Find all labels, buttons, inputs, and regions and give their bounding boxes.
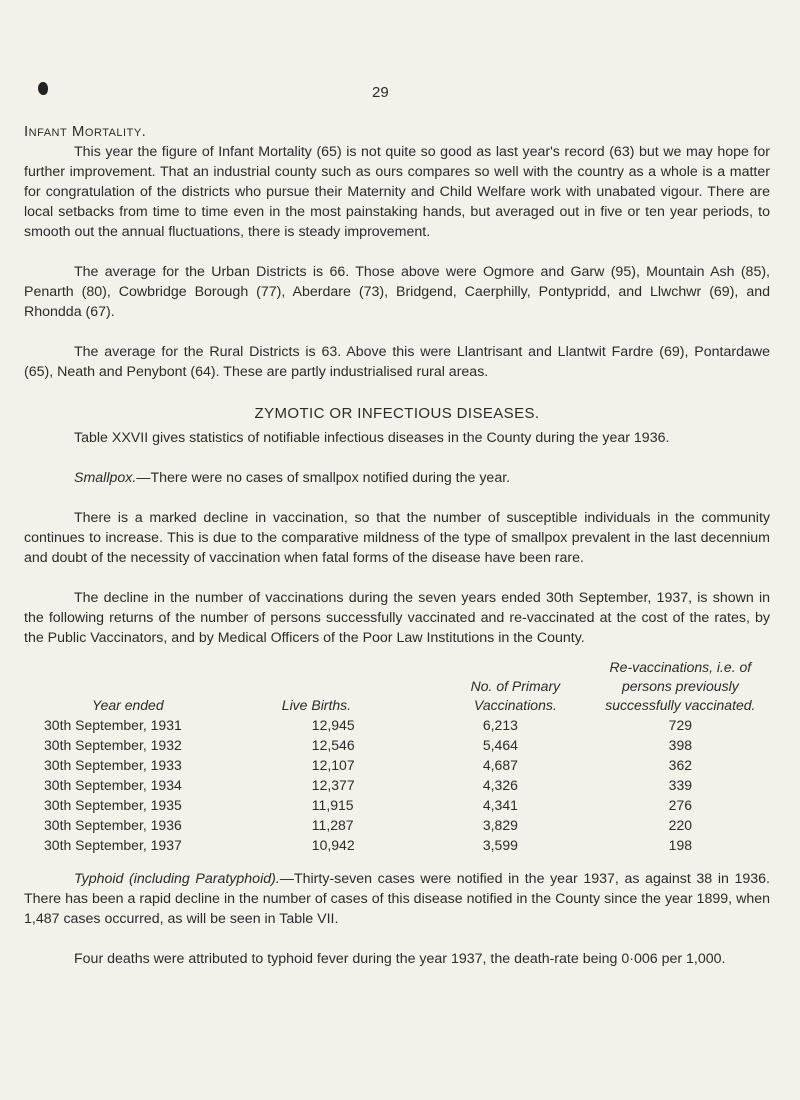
table-row (24, 735, 770, 755)
zymotic-paragraph-2: There is a marked decline in vaccination, so that the number of susceptible individuals in the community continues to increase. This is due to the comparative mildness of the type of smallpox prevalent in the last decennium and doubt of the necessity of vaccination when fatal forms of the disease have been rare. (24, 510, 770, 566)
header-year: Year ended (92, 697, 164, 713)
table-header-row (24, 658, 770, 715)
cell-births: 11,915 (311, 797, 354, 813)
cell-births: 12,546 (311, 737, 355, 753)
cell-year: 30th September, 1934 (44, 777, 182, 793)
cell-revacc: 729 (668, 717, 693, 733)
zymotic-paragraph-1: Table XXVII gives statistics of notifiable infectious diseases in the County during the year 1936. (74, 430, 670, 446)
cell-revacc: 339 (668, 777, 693, 793)
table-row (24, 835, 770, 855)
zymotic-heading: ZYMOTIC OR INFECTIOUS DISEASES. (254, 405, 540, 422)
cell-year: 30th September, 1931 (44, 717, 182, 733)
cell-births: 11,287 (311, 817, 354, 833)
cell-revacc: 362 (668, 757, 693, 773)
cell-births: 10,942 (311, 837, 355, 853)
cell-primary: 6,213 (482, 717, 518, 733)
infant-paragraph-3: The average for the Rural Districts is 63. Above this were Llantrisant and Llantwit Fardre (69), Pontardawe (65), Neath and Penybont (64). These are partly industrialised rural areas. (24, 344, 770, 380)
page-mark (38, 82, 48, 95)
cell-primary: 4,687 (482, 757, 518, 773)
cell-primary: 4,341 (482, 797, 518, 813)
header-primary: No. of Primary Vaccinations. (470, 678, 561, 713)
zymotic-paragraph-3: The decline in the number of vaccinations during the seven years ended 30th September, 1937, is shown in the following returns of the number of persons successfully vaccinated and re-vaccinated at the cost of the rates, by the Public Vaccinators, and by Medical Officers of the Poor Law Institutions in the County. (24, 590, 770, 646)
table-row (24, 775, 770, 795)
typhoid-paragraph-2: Four deaths were attributed to typhoid fever during the year 1937, the death-rate being 0·006 per 1,000. (74, 951, 726, 967)
infant-mortality-heading: Infant Mortality. (24, 123, 147, 140)
cell-year: 30th September, 1935 (44, 797, 182, 813)
typhoid-text: —Thirty-seven cases were notified in the year 1937, as against 38 in 1936. There has been a rapid decline in the number of cases of this disease notified in the County since the year 1899, when 1,487 cases occurred, as will be seen in Table VII. (24, 871, 770, 927)
smallpox-paragraph (24, 468, 770, 488)
cell-year: 30th September, 1936 (44, 817, 182, 833)
cell-births: 12,377 (311, 777, 355, 793)
header-revacc: Re-vaccinations, i.e. of persons previously successfully vaccinated. (605, 659, 756, 713)
cell-births: 12,945 (311, 717, 355, 733)
infant-paragraph-1: This year the figure of Infant Mortality (65) is not quite so good as last year's record (63) but we may hope for further improvement. That an industrial county such as ours compares so well with the country as a whole is a matter for congratulation of the districts who pursue their Maternity and Child Welfare work with unabated vigour. There are local setbacks from time to time even in the most painstaking hands, but averaged out in five or ten year periods, to smooth out the annual fluctuations, there is steady improvement. (24, 144, 770, 240)
cell-year: 30th September, 1933 (44, 757, 182, 773)
cell-primary: 3,599 (482, 837, 518, 853)
table-row (24, 795, 770, 815)
smallpox-label: Smallpox. (74, 470, 137, 486)
cell-year: 30th September, 1937 (44, 837, 182, 853)
cell-revacc: 198 (668, 837, 693, 853)
cell-revacc: 220 (668, 817, 693, 833)
table-row (24, 815, 770, 835)
cell-births: 12,107 (311, 757, 355, 773)
cell-revacc: 276 (668, 797, 693, 813)
vaccination-table (24, 658, 770, 855)
cell-primary: 3,829 (482, 817, 518, 833)
typhoid-label: Typhoid (including Paratyphoid). (74, 871, 280, 887)
cell-primary: 5,464 (482, 737, 518, 753)
page-number: 29 (372, 84, 389, 101)
typhoid-paragraph (24, 869, 770, 929)
cell-primary: 4,326 (482, 777, 518, 793)
table-row (24, 715, 770, 735)
table-row (24, 755, 770, 775)
cell-year: 30th September, 1932 (44, 737, 182, 753)
infant-paragraph-2: The average for the Urban Districts is 66. Those above were Ogmore and Garw (95), Mountain Ash (85), Penarth (80), Cowbridge Borough (77), Aberdare (73), Bridgend, Caerphilly, Pontypridd, and Llwchwr (69), and Rhondda (67). (24, 264, 770, 320)
header-births: Live Births. (281, 697, 352, 713)
cell-revacc: 398 (668, 737, 693, 753)
smallpox-text: —There were no cases of smallpox notified during the year. (136, 470, 511, 486)
page-content (24, 122, 770, 969)
